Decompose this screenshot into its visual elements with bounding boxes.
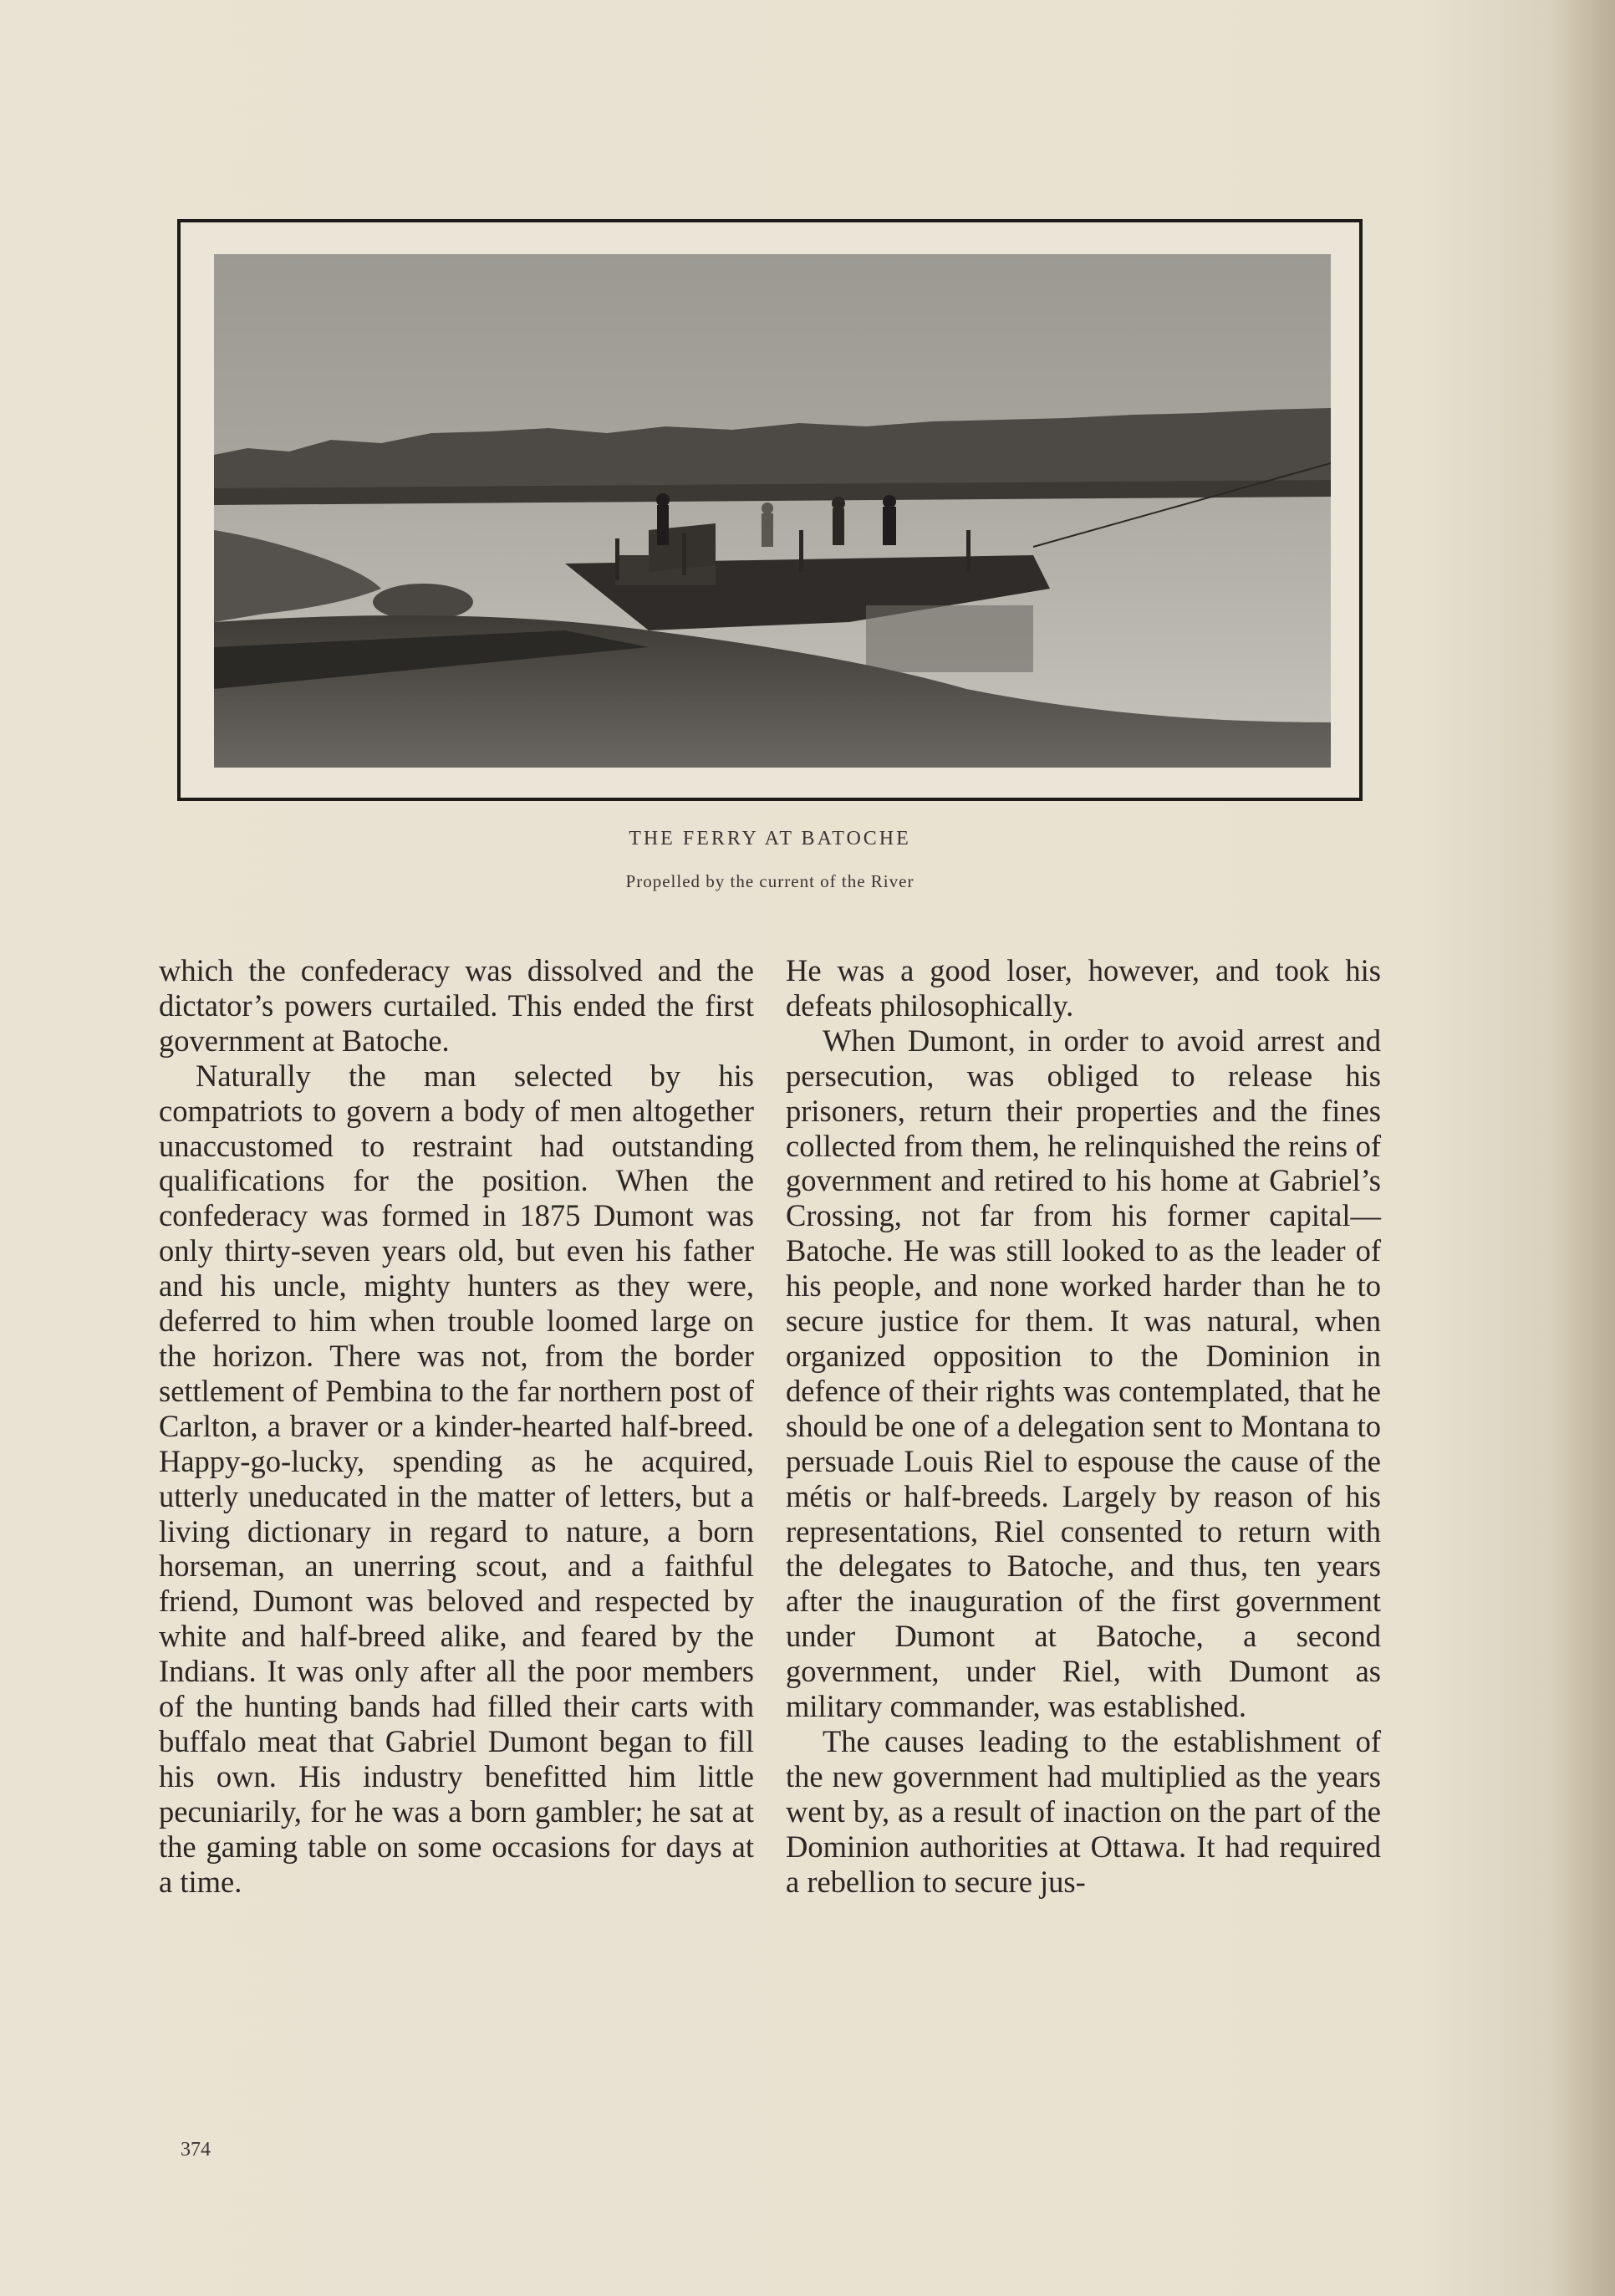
photo-frame [177,219,1363,801]
left-column [159,953,754,1899]
paragraph: When Dumont, in order to avoid arrest and persecution, was obliged to release his prisoners, return their properties and the fines collected from them, he relinquished the reins of government and retired to his home at Gabriel’s Crossing, not far from his former capital—Batoche. He was still looked to as the leader of his people, and none worked harder than he to secure justice for them. It was natural, when organized opposition to the Dominion in defence of their rights was contemplated, that he should be one of a delegation sent to Montana to persuade Louis Riel to espouse the cause of the métis or half-breeds. Largely by reason of his representations, Riel consented to return with the delegates to Batoche, and thus, ten years after the inauguration of the first government under Dumont at Batoche, a second government, under Riel, with Dumont as military commander, was established. [786,1023,1381,1724]
figure-caption-subtitle: Propelled by the current of the River [625,871,914,891]
paragraph: He was a good loser, however, and took his defeats philosophically. [786,953,1381,1023]
page-number: 374 [181,2139,211,2161]
paragraph: which the confederacy was dissolved and the dictator’s powers curtailed. This ended the first government at Batoche. [159,953,754,1058]
figure-caption-title: THE FERRY AT BATOCHE [629,828,911,850]
ferry-photo-icon [214,254,1331,768]
paragraph: Naturally the man selected by his compatriots to govern a body of men altogether unaccustomed to restraint had outstanding qualifications for the position. When the confederacy was formed in 1875 Dumont was only thirty-seven years old, but even his father and his uncle, mighty hunters as they were, deferred to him when trouble loomed large on the horizon. There was not, from the border settlement of Pembina to the far northern post of Carlton, a braver or a kinder-hearted half-breed. Happy-go-lucky, spending as he acquired, utterly uneducated in the matter of letters, but a living dictionary in regard to nature, a born horseman, an unerring scout, and a faithful friend, Dumont was beloved and respected by white and half-breed alike, and feared by the Indians. It was only after all the poor members of the hunting bands had filled their carts with buffalo meat that Gabriel Dumont began to fill his own. His industry benefitted him little pecuniarily, for he was a born gambler; he sat at the gaming table on some occasions for days at a time. [159,1058,754,1899]
paragraph: The causes leading to the establishment of the new government had multiplied as the years went by, as a result of inaction on the part of the Dominion authorities at Ottawa. It had required a rebellion to secure jus- [786,1723,1381,1899]
right-column [786,953,1381,1899]
ferry-photo [214,254,1331,768]
